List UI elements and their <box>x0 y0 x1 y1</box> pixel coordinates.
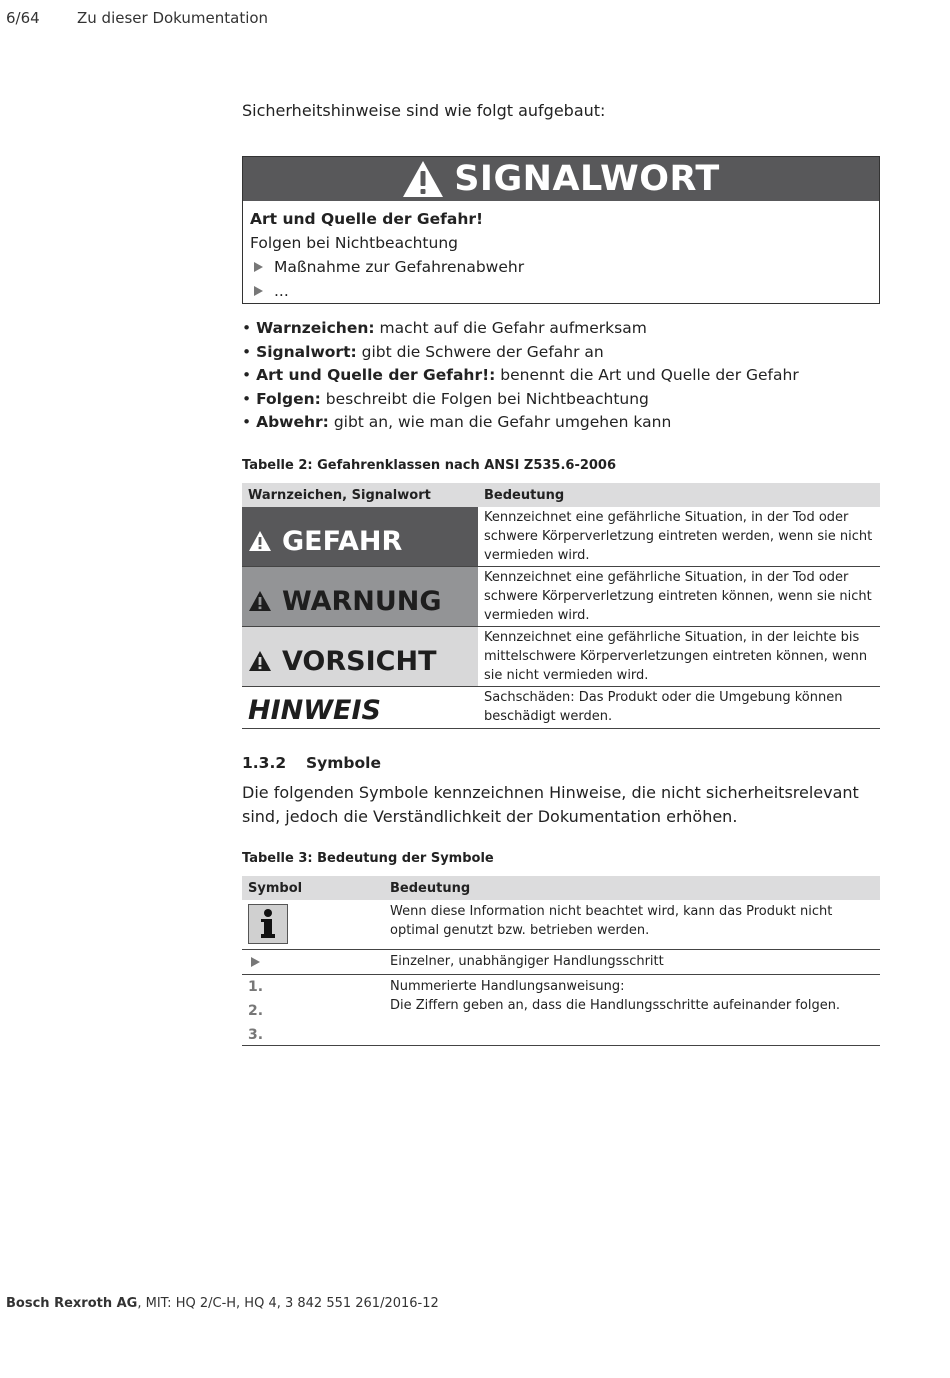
table-header <box>242 876 880 900</box>
table-row <box>242 975 880 1046</box>
list-item: • Warnzeichen: macht auf die Gefahr aufmerksam <box>242 319 647 337</box>
step-number: 3. <box>248 1027 264 1043</box>
bullet-term: Folgen: <box>256 389 321 408</box>
page-footer <box>6 1296 439 1311</box>
list-item: • Art und Quelle der Gefahr!: benennt die Art und Quelle der Gefahr <box>242 366 799 384</box>
list-item: • Abwehr: gibt an, wie man die Gefahr umgehen kann <box>242 413 672 431</box>
bullet-text: benennt die Art und Quelle der Gefahr <box>495 366 799 384</box>
table-header <box>242 483 880 507</box>
meaning-cell: Kennzeichnet eine gefährliche Situation, in der leichte bis mittelschwere Körperverletzungen eintreten können, wenn sie nicht vermieden wird. <box>484 630 868 683</box>
hazard-classes-table <box>242 483 880 729</box>
meaning-cell: Sachschäden: Das Produkt oder die Umgebung können beschädigt werden. <box>484 690 843 724</box>
table-row <box>242 627 880 687</box>
table-row <box>242 687 880 729</box>
header-cell: Bedeutung <box>390 880 471 896</box>
bullet-list <box>242 317 799 435</box>
signal-word: SIGNALWORT <box>454 159 720 199</box>
section-heading <box>242 754 381 772</box>
page-number: 6/64 <box>6 9 40 27</box>
section-number: 1.3.2 <box>242 754 287 772</box>
warning-triangle-icon <box>248 590 272 612</box>
page-header <box>6 9 268 27</box>
header-cell: Warnzeichen, Signalwort <box>248 487 431 503</box>
consequences-text: Folgen bei Nichtbeachtung <box>250 234 458 252</box>
warning-triangle-icon <box>248 530 272 552</box>
signal-cell <box>242 507 478 566</box>
list-item: • Folgen: beschreibt die Folgen bei Nichtbeachtung <box>242 389 649 408</box>
arrow-right-icon <box>254 262 263 272</box>
signal-label: GEFAHR <box>282 526 403 557</box>
chapter-title: Zu dieser Dokumentation <box>77 9 269 27</box>
signal-body <box>243 201 879 309</box>
hazard-title: Art und Quelle der Gefahr! <box>250 210 484 228</box>
document-reference: , MIT: HQ 2/C-H, HQ 4, 3 842 551 261/2016-12 <box>137 1296 439 1311</box>
list-item: • Signalwort: gibt die Schwere der Gefahr an <box>242 342 604 361</box>
table-row <box>242 900 880 950</box>
signal-label: WARNUNG <box>282 586 442 617</box>
table2-caption: Tabelle 2: Gefahrenklassen nach ANSI Z535.6-2006 <box>242 458 617 473</box>
symbols-table <box>242 876 880 1046</box>
step-number: 2. <box>248 1003 264 1019</box>
bullet-text: macht auf die Gefahr aufmerksam <box>374 319 647 337</box>
header-cell: Symbol <box>248 880 303 896</box>
measure-label: Maßnahme zur Gefahrenabwehr <box>274 258 525 276</box>
header-cell: Bedeutung <box>484 487 565 503</box>
signal-header <box>243 157 879 201</box>
bullet-text: gibt an, wie man die Gefahr umgehen kann <box>328 413 672 431</box>
arrow-right-icon <box>254 286 263 296</box>
symbol-cell <box>242 950 384 974</box>
company-name: Bosch Rexroth AG <box>6 1296 138 1311</box>
bullet-term: Signalwort: <box>256 342 357 361</box>
info-icon <box>248 904 288 944</box>
measure-label: ... <box>274 282 289 300</box>
symbol-cell <box>242 975 384 1045</box>
meaning-cell <box>384 975 880 1045</box>
signal-cell <box>242 687 478 728</box>
warning-triangle-icon <box>402 160 444 198</box>
meaning-line: Die Ziffern geben an, dass die Handlungsschritte aufeinander folgen. <box>390 998 841 1013</box>
measure-item <box>250 255 872 279</box>
meaning-cell: Kennzeichnet eine gefährliche Situation, in der Tod oder schwere Körperverletzung eintreten können, wenn sie nicht vermieden wird. <box>484 570 872 623</box>
table3-caption: Tabelle 3: Bedeutung der Symbole <box>242 851 494 866</box>
arrow-right-icon <box>251 957 260 967</box>
meaning-cell: Einzelner, unabhängiger Handlungsschritt <box>390 954 664 969</box>
meaning-cell: Wenn diese Information nicht beachtet wird, kann das Produkt nicht optimal genutzt bzw. betrieben werden. <box>390 904 833 938</box>
table-row <box>242 567 880 627</box>
symbol-cell <box>242 900 384 949</box>
signal-cell <box>242 627 478 686</box>
measure-item <box>250 279 872 303</box>
bullet-text: gibt die Schwere der Gefahr an <box>356 342 604 361</box>
signal-label: HINWEIS <box>248 695 381 726</box>
meaning-line: Nummerierte Handlungsanweisung: <box>390 979 625 994</box>
intro-text: Sicherheitshinweise sind wie folgt aufgebaut: <box>242 101 606 120</box>
bullet-term: Abwehr: <box>256 413 329 431</box>
table-row <box>242 507 880 567</box>
meaning-cell: Kennzeichnet eine gefährliche Situation, in der Tod oder schwere Körperverletzung eintreten werden, wenn sie nicht vermieden wird. <box>484 510 873 563</box>
signal-label: VORSICHT <box>282 646 437 677</box>
safety-notice-template <box>242 156 880 304</box>
section-title: Symbole <box>306 754 381 772</box>
table-row <box>242 950 880 975</box>
bullet-text: beschreibt die Folgen bei Nichtbeachtung <box>320 389 649 408</box>
step-number: 1. <box>248 979 264 995</box>
bullet-term: Art und Quelle der Gefahr!: <box>256 366 496 384</box>
bullet-term: Warnzeichen: <box>256 319 375 337</box>
signal-cell <box>242 567 478 626</box>
section-paragraph: Die folgenden Symbole kennzeichnen Hinweise, die nicht sicherheitsrelevant sind, jedoch die Verständlichkeit der Dokumentation erhöhen. <box>242 783 859 826</box>
warning-triangle-icon <box>248 650 272 672</box>
